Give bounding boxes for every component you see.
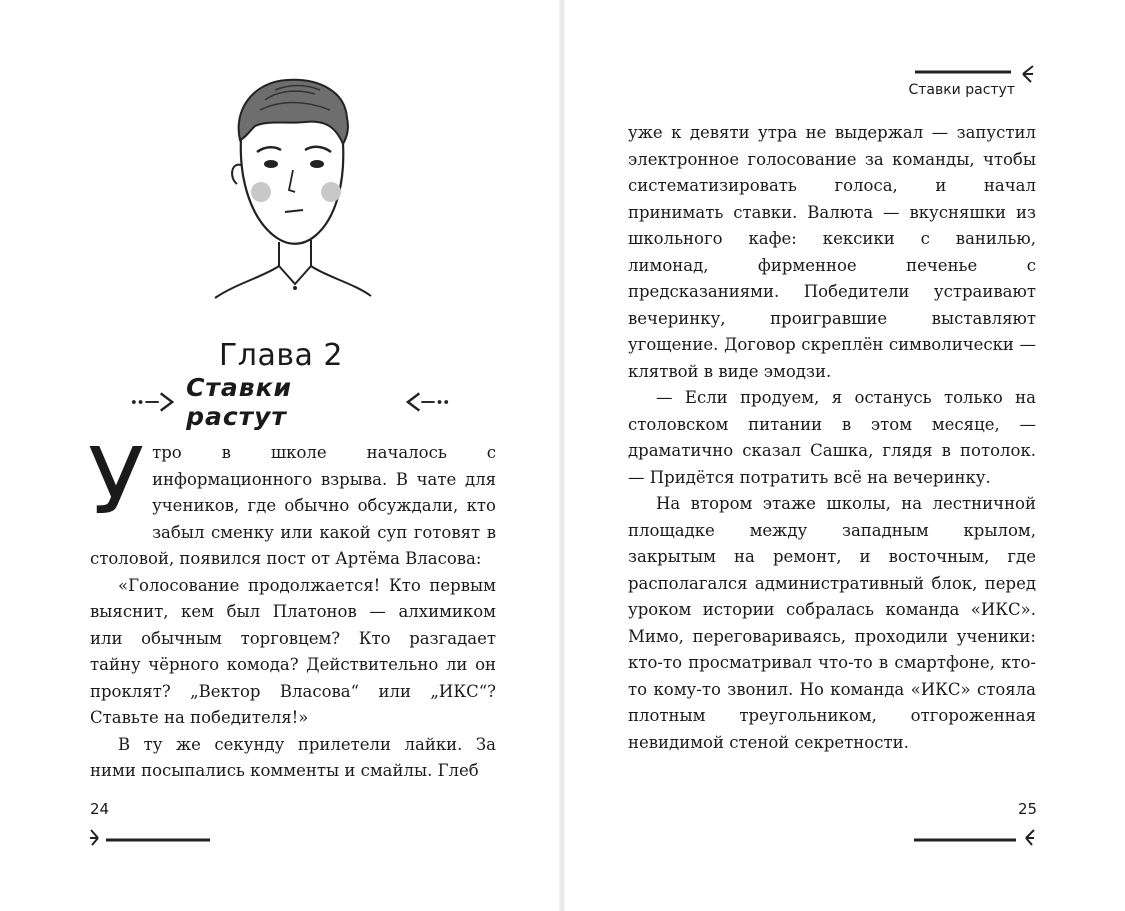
paragraph: [88, 428, 496, 573]
paragraph: На втором этаже школы, на лестничной площадке между западным крылом, закрытым на ремонт, и восточным, где располагался административный блок, перед уроком истории собралась команда «ИКС». Мимо, переговариваясь, проходили ученики: кто-то просматривал что-то в смартфоне, кто-то кому-то звонил. Но команда «ИКС» стояла плотным треугольником, отгороженная невидимой стеной секретности.: [628, 494, 1036, 752]
footer-ornament-icon: [88, 826, 213, 848]
left-page: [0, 0, 562, 911]
paragraph: уже к девяти утра не выдержал — запустил электронное голосование за команды, чтобы систематизировать голоса, и начал принимать ставки. Валюта — вкусняшки из школьного кафе: кексики с ванилью, лимонад, фирменное печенье с предсказаниями. Победители устраивают вечеринку, проигравшие выставляют угощение. Договор скреплён символически — клятвой в виде эмодзи.: [628, 123, 1036, 381]
right-ornament-icon: [404, 390, 450, 414]
left-page-text: [88, 428, 496, 785]
right-page: [562, 0, 1125, 911]
page-number: 25: [1018, 800, 1038, 818]
quote-paragraph: «Голосование продолжается! Кто первым выяснит, кем был Платонов — алхимиком или обычным торговцем? Кто разгадает тайну чёрного комода? Действительно ли он проклят? „Вектор Власова“ или „ИКС“? Ставьте на победителя!»: [90, 575, 496, 727]
running-head: Ставки растут: [908, 82, 1015, 98]
paragraph-text: тро в школе началось с информационного взрыва. В чате для учеников, где обычно обсуждали, кто забыл сменку или какой суп готовят в столовой, появился пост от Артёма Власова:: [90, 443, 496, 568]
chapter-number: Глава 2: [218, 338, 344, 373]
footer-ornament-icon: [912, 826, 1037, 848]
left-ornament-icon: [130, 390, 176, 414]
header-ornament-icon: [915, 64, 1035, 84]
chapter-title-ornament: [130, 373, 450, 431]
dropcap: У: [88, 428, 145, 535]
chapter-title: Ставки растут: [186, 373, 293, 431]
right-page-text: [628, 120, 1036, 756]
boy-portrait-illustration: [205, 70, 375, 300]
dialogue-paragraph: — Если продуем, я останусь только на столовском питании в этом месяце, — драматично сказал Сашка, глядя в потолок. — Придётся потратить всё на вечеринку.: [628, 388, 1036, 487]
paragraph: В ту же секунду прилетели лайки. За ними посыпались комменты и смайлы. Глеб: [90, 734, 496, 780]
page-number: 24: [90, 800, 110, 818]
